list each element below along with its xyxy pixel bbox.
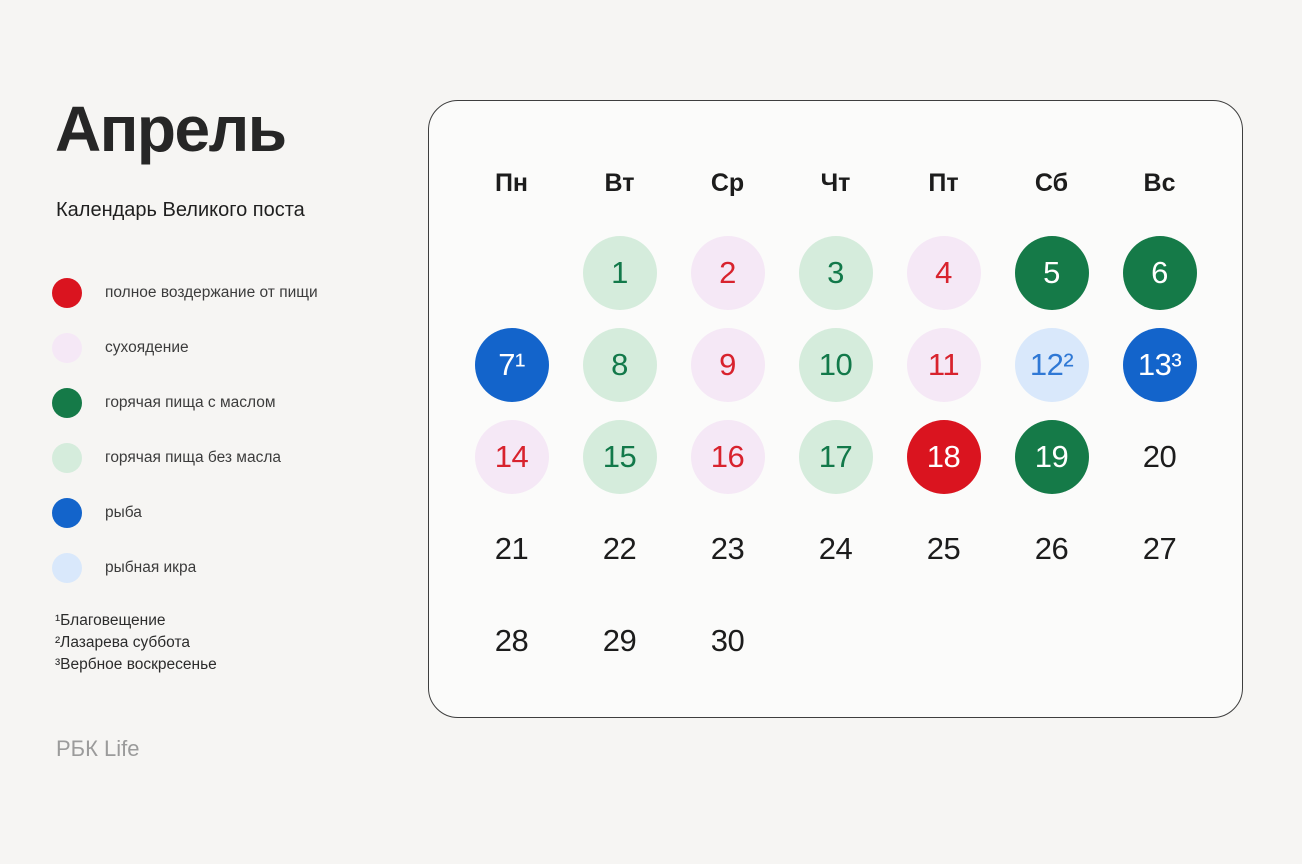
footnote-line: ¹Благовещение bbox=[55, 612, 166, 629]
calendar-day: 17 bbox=[799, 420, 873, 494]
calendar-day: 25 bbox=[926, 531, 961, 566]
calendar-day-cell bbox=[782, 319, 890, 411]
calendar-day-cell bbox=[674, 227, 782, 319]
calendar-day-cell bbox=[782, 227, 890, 319]
calendar-day: 27 bbox=[1142, 531, 1177, 566]
calendar-day: 6 bbox=[1123, 236, 1197, 310]
calendar-day: 5 bbox=[1015, 236, 1089, 310]
legend bbox=[52, 278, 318, 608]
calendar-day: 3 bbox=[799, 236, 873, 310]
fish-swatch-icon bbox=[52, 498, 82, 528]
calendar-day: 15 bbox=[583, 420, 657, 494]
calendar-day: 22 bbox=[602, 531, 637, 566]
footnote-line: ³Вербное воскресенье bbox=[55, 656, 217, 673]
calendar-day-cell bbox=[1106, 227, 1214, 319]
weekday-header: Вс bbox=[1143, 168, 1176, 197]
footnote-line: ²Лазарева суббота bbox=[55, 634, 190, 651]
legend-item-fish_roe bbox=[52, 553, 318, 583]
calendar-day-cell bbox=[566, 411, 674, 503]
calendar-day: 2 bbox=[691, 236, 765, 310]
weekday-header: Пт bbox=[928, 168, 959, 197]
calendar-day-cell bbox=[890, 411, 998, 503]
calendar-day: 19 bbox=[1015, 420, 1089, 494]
calendar-day: 24 bbox=[818, 531, 853, 566]
calendar-day-cell bbox=[890, 319, 998, 411]
legend-item-label: рыба bbox=[105, 504, 142, 521]
weekday-header: Ср bbox=[710, 168, 745, 197]
hot_with_oil-swatch-icon bbox=[52, 388, 82, 418]
calendar-day: 20 bbox=[1142, 439, 1177, 474]
calendar-day-cell bbox=[1106, 503, 1214, 595]
calendar-day-cell bbox=[998, 411, 1106, 503]
calendar-day-cell bbox=[998, 227, 1106, 319]
calendar-day-cell bbox=[674, 595, 782, 687]
calendar-day-cell bbox=[566, 227, 674, 319]
calendar-day: 12² bbox=[1015, 328, 1089, 402]
calendar-day: 26 bbox=[1034, 531, 1069, 566]
legend-item-label: полное воздержание от пищи bbox=[105, 284, 318, 301]
calendar-day-cell bbox=[1106, 411, 1214, 503]
calendar-day-cell bbox=[674, 411, 782, 503]
calendar-day: 29 bbox=[602, 623, 637, 658]
calendar-day-cell bbox=[782, 503, 890, 595]
calendar-card bbox=[428, 100, 1243, 718]
calendar-day: 9 bbox=[691, 328, 765, 402]
calendar-day-cell bbox=[674, 503, 782, 595]
calendar-grid bbox=[429, 139, 1242, 687]
legend-item-full_abstinence bbox=[52, 278, 318, 308]
calendar-day: 21 bbox=[494, 531, 529, 566]
calendar-day: 4 bbox=[907, 236, 981, 310]
legend-item-fish bbox=[52, 498, 318, 528]
fish_roe-swatch-icon bbox=[52, 553, 82, 583]
calendar-day: 14 bbox=[475, 420, 549, 494]
calendar-day: 28 bbox=[494, 623, 529, 658]
calendar-day-cell bbox=[890, 227, 998, 319]
calendar-day: 16 bbox=[691, 420, 765, 494]
calendar-day: 18 bbox=[907, 420, 981, 494]
calendar-day-cell bbox=[458, 411, 566, 503]
page-subtitle: Календарь Великого поста bbox=[56, 199, 305, 221]
legend-item-label: горячая пища без масла bbox=[105, 449, 281, 466]
calendar-day-cell bbox=[890, 503, 998, 595]
legend-item-hot_without_oil bbox=[52, 443, 318, 473]
calendar-day-cell bbox=[1106, 319, 1214, 411]
dry_eating-swatch-icon bbox=[52, 333, 82, 363]
page-title: Апрель bbox=[55, 93, 286, 165]
legend-item-label: горячая пища с маслом bbox=[105, 394, 276, 411]
weekday-header: Чт bbox=[820, 168, 851, 197]
full_abstinence-swatch-icon bbox=[52, 278, 82, 308]
calendar-day: 1 bbox=[583, 236, 657, 310]
calendar-day: 11 bbox=[907, 328, 981, 402]
empty-day-cell bbox=[458, 227, 566, 319]
calendar-day-cell bbox=[566, 595, 674, 687]
legend-item-label: сухоядение bbox=[105, 339, 189, 356]
calendar-day-cell bbox=[458, 503, 566, 595]
calendar-day: 30 bbox=[710, 623, 745, 658]
calendar-day-cell bbox=[458, 595, 566, 687]
footnotes bbox=[55, 610, 217, 676]
weekday-header: Сб bbox=[1034, 168, 1069, 197]
legend-item-dry_eating bbox=[52, 333, 318, 363]
calendar-day-cell bbox=[998, 319, 1106, 411]
calendar-day-cell bbox=[998, 503, 1106, 595]
calendar-day: 7¹ bbox=[475, 328, 549, 402]
legend-item-hot_with_oil bbox=[52, 388, 318, 418]
calendar-day-cell bbox=[674, 319, 782, 411]
calendar-day-cell bbox=[458, 319, 566, 411]
calendar-day: 10 bbox=[799, 328, 873, 402]
calendar-day-cell bbox=[566, 319, 674, 411]
hot_without_oil-swatch-icon bbox=[52, 443, 82, 473]
calendar-day-cell bbox=[566, 503, 674, 595]
brand-logo: РБК Life bbox=[56, 736, 140, 761]
weekday-header: Пн bbox=[494, 168, 529, 197]
weekday-header: Вт bbox=[604, 168, 635, 197]
calendar-day: 8 bbox=[583, 328, 657, 402]
calendar-day: 13³ bbox=[1123, 328, 1197, 402]
legend-item-label: рыбная икра bbox=[105, 559, 197, 576]
calendar-day: 23 bbox=[710, 531, 745, 566]
calendar-day-cell bbox=[782, 411, 890, 503]
